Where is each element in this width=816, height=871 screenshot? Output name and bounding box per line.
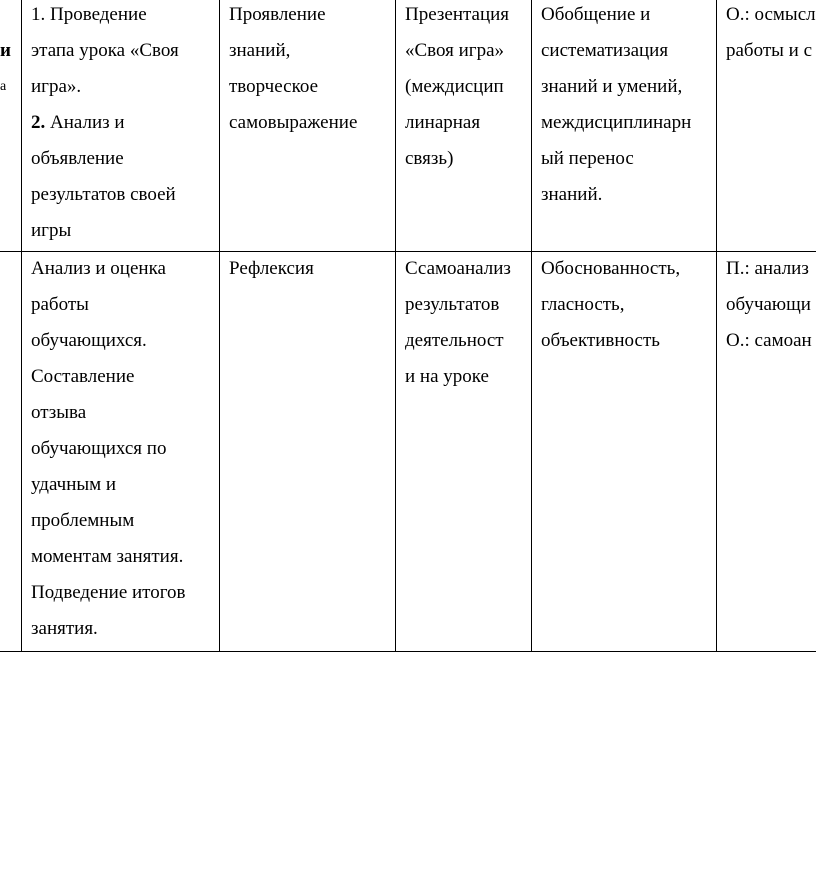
cell-line: и на уроке: [405, 366, 489, 387]
cell-line: знаний.: [541, 184, 603, 205]
cell-line: игры: [31, 220, 72, 241]
cell-line: знаний и умений,: [541, 76, 683, 97]
cell-line: Проявление: [229, 4, 326, 25]
cell-line: П.: анализ: [726, 258, 809, 279]
cell-line: Анализ и оценка: [31, 258, 166, 279]
cell-line: обучающи: [726, 294, 811, 315]
cell-line: самовыражение: [229, 112, 358, 133]
table-cell-uud: [726, 251, 812, 359]
cell-line: игра».: [31, 76, 82, 97]
cell-line: систематизация: [541, 40, 669, 61]
column-border: [219, 0, 220, 652]
cell-line: Презентация: [405, 4, 510, 25]
table-cell-principles: [541, 251, 680, 359]
table-cell-methods: [405, 251, 511, 395]
cell-line: проблемным: [31, 510, 135, 531]
cell-line: результатов своей: [31, 184, 176, 205]
table-cell-uud: [726, 0, 816, 69]
cell-line: Рефлексия: [229, 258, 314, 279]
cell-line: результатов: [405, 294, 500, 315]
cell-line: этапа урока «Своя: [31, 40, 179, 61]
row-border: [0, 651, 816, 652]
cell-line: объективность: [541, 330, 660, 351]
cell-line: моментам занятия.: [31, 546, 184, 567]
table-cell-stage-activities: [31, 0, 179, 249]
cell-line: творческое: [229, 76, 318, 97]
column-border: [531, 0, 532, 652]
cell-line: работы и с: [726, 40, 813, 61]
cell-line: обучающихся по: [31, 438, 167, 459]
cell-line-text: Анализ и: [45, 112, 125, 133]
cell-line: гласность,: [541, 294, 625, 315]
cell-line: знаний,: [229, 40, 291, 61]
cell-line: линарная: [405, 112, 481, 133]
cell-line: отзыва: [31, 402, 87, 423]
cell-line: (междисцип: [405, 76, 504, 97]
cut-off-text: а: [0, 79, 7, 94]
table-cell-methods: [405, 0, 509, 177]
cut-off-text: и: [0, 40, 11, 61]
cell-line: 1. Проведение: [31, 4, 147, 25]
cell-line: междисциплинарн: [541, 112, 692, 133]
cell-line: «Своя игра»: [405, 40, 505, 61]
column-border: [21, 0, 22, 652]
cell-line: объявление: [31, 148, 124, 169]
cell-line: обучающихся.: [31, 330, 147, 351]
cell-line: ый перенос: [541, 148, 634, 169]
cell-line: деятельност: [405, 330, 504, 351]
cell-line: Обоснованность,: [541, 258, 681, 279]
cell-line: [31, 105, 179, 141]
column-border: [716, 0, 717, 652]
table-cell-goals: [229, 251, 314, 287]
list-number: 2.: [31, 112, 46, 133]
table-cell-goals: [229, 0, 357, 141]
cell-line: О.: самоан: [726, 330, 812, 351]
cell-line: Составление: [31, 366, 135, 387]
cell-line: О.: осмысл: [726, 4, 816, 25]
cell-line: занятия.: [31, 618, 98, 639]
cell-line: Ссамоанализ: [405, 258, 511, 279]
cell-line: связь): [405, 148, 454, 169]
table-cell-stage-activities: [31, 251, 186, 647]
cell-line: Подведение итогов: [31, 582, 186, 603]
column-border: [395, 0, 396, 652]
cell-line: удачным и: [31, 474, 117, 495]
table-cell-principles: [541, 0, 691, 213]
cell-line: Обобщение и: [541, 4, 651, 25]
cell-line: работы: [31, 294, 89, 315]
